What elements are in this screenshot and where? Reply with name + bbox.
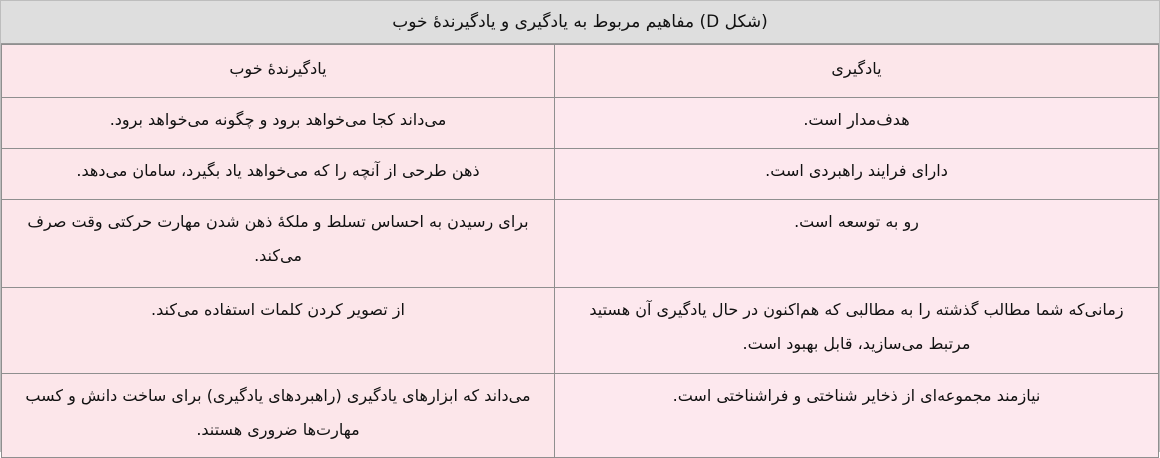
cell-learning: دارای فرایند راهبردی است.: [554, 149, 1158, 200]
cell-good-learner: می‌داند کجا می‌خواهد برود و چگونه می‌خواهد برود.: [2, 98, 555, 149]
cell-good-learner: می‌داند که ابزارهای یادگیری (راهبردهای یادگیری) برای ساخت دانش و کسب مهارت‌ها ضروری هستند.: [2, 374, 555, 458]
header-good-learner: یادگیرندۀ خوب: [2, 45, 555, 98]
cell-good-learner: از تصویر کردن کلمات استفاده می‌کند.: [2, 288, 555, 374]
cell-learning: نیازمند مجموعه‌ای از ذخایر شناختی و فراشناختی است.: [554, 374, 1158, 458]
table-row: [2, 98, 1159, 149]
cell-learning: هدف‌مدار است.: [554, 98, 1158, 149]
table-caption: (شکل D) مفاهیم مربوط به یادگیری و یادگیرندۀ خوب: [1, 1, 1159, 44]
header-learning: یادگیری: [554, 45, 1158, 98]
concepts-table: [1, 44, 1159, 458]
table-row: [2, 288, 1159, 374]
table-row: [2, 200, 1159, 288]
cell-good-learner: برای رسیدن به احساس تسلط و ملکۀ ذهن شدن مهارت حرکتی وقت صرف می‌کند.: [2, 200, 555, 288]
table-row: [2, 374, 1159, 458]
table-row: [2, 149, 1159, 200]
cell-learning: زمانی‌که شما مطالب گذشته را به مطالبی که هم‌اکنون در حال یادگیری آن هستید مرتبط می‌سازید، قابل بهبود است.: [554, 288, 1158, 374]
cell-learning: رو به توسعه است.: [554, 200, 1158, 288]
table-header-row: [2, 45, 1159, 98]
cell-good-learner: ذهن طرحی از آنچه را که می‌خواهد یاد بگیرد، سامان می‌دهد.: [2, 149, 555, 200]
